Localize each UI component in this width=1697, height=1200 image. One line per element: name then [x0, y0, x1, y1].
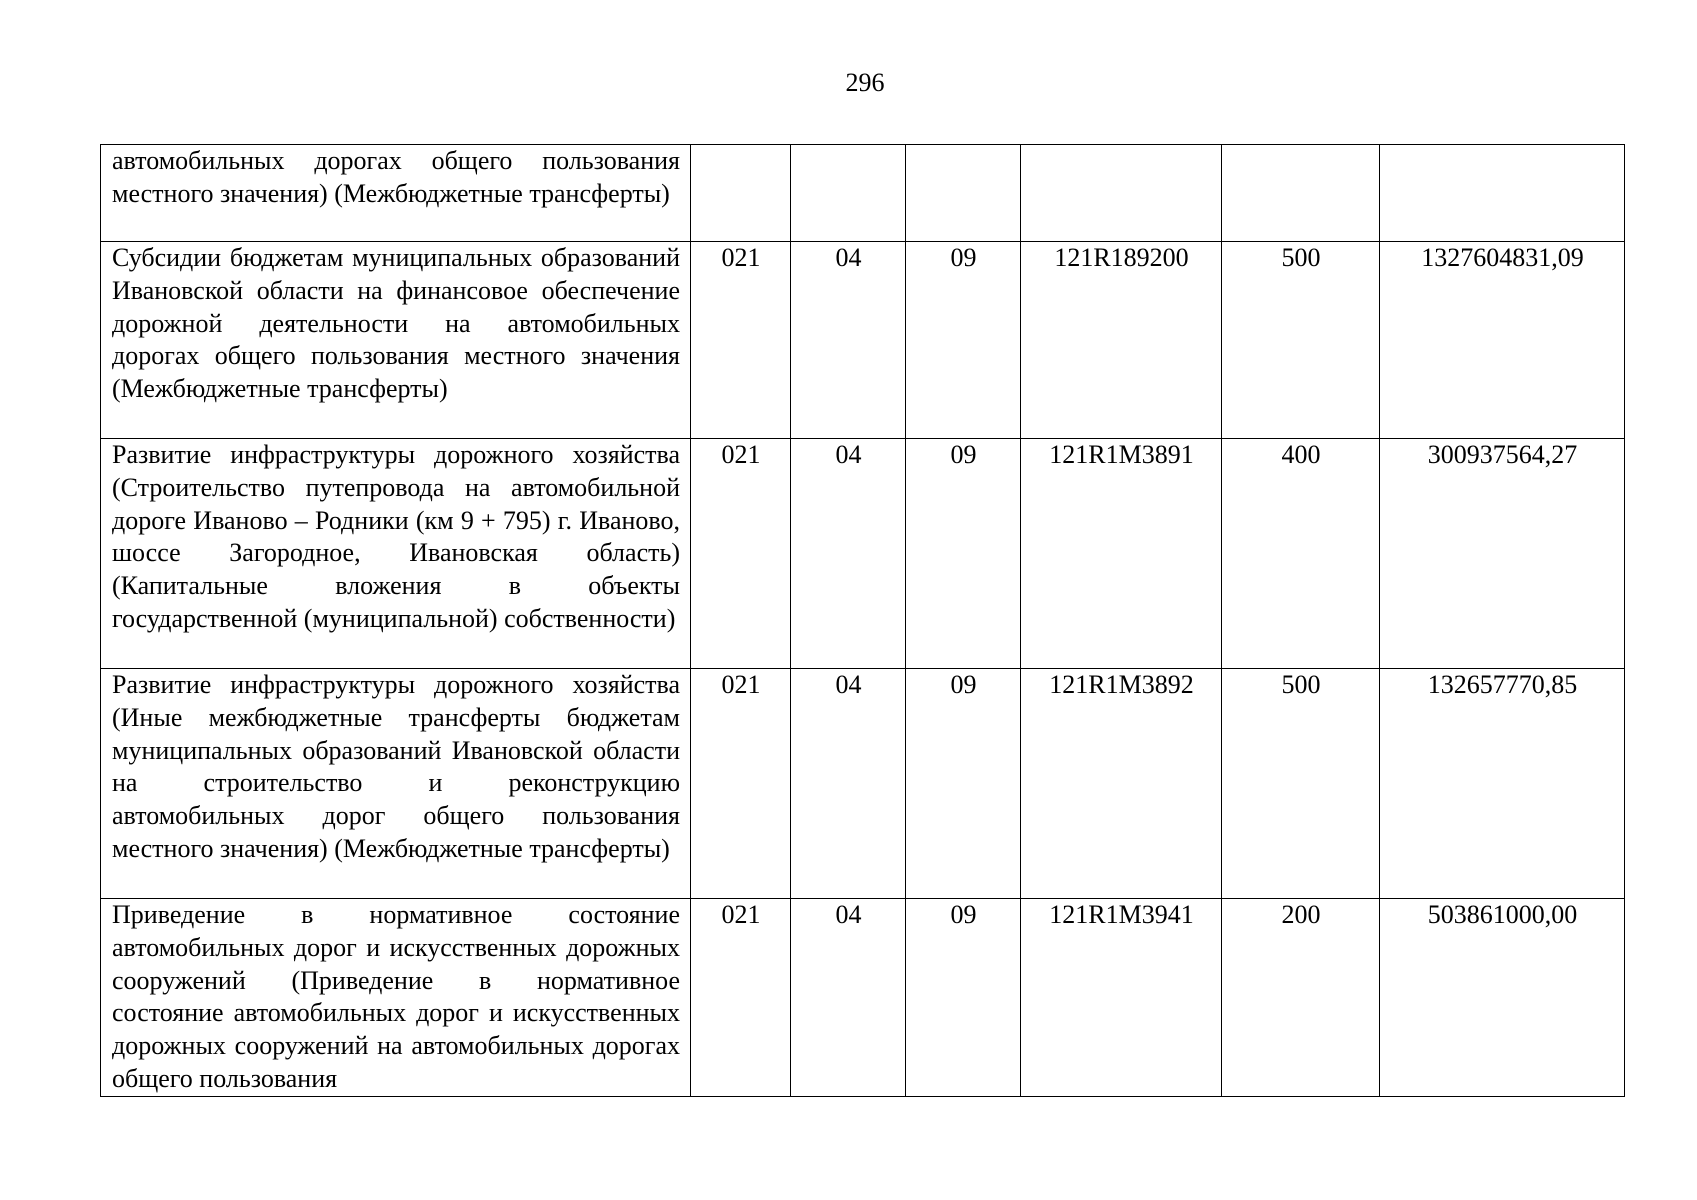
table-row — [101, 145, 1625, 242]
row-subsection: 09 — [906, 242, 1021, 439]
row-description: Субсидии бюджетам муниципальных образований Ивановской области на финансовое обеспечение дорожной деятельности на автомобильных дорогах общего пользования местного значения (Межбюджетные трансферты) — [101, 242, 691, 439]
table-row — [101, 899, 1625, 1097]
page-number: 296 — [845, 68, 885, 97]
row-amount — [1380, 145, 1625, 242]
row-section — [791, 145, 906, 242]
row-expense-type: 200 — [1222, 899, 1380, 1097]
row-expense-type — [1222, 145, 1380, 242]
row-description: Развитие инфраструктуры дорожного хозяйства (Иные межбюджетные трансферты бюджетам муниципальных образований Ивановской области на строительство и реконструкцию автомобильных дорог общего пользования местного значения) (Межбюджетные трансферты) — [101, 669, 691, 899]
row-gov-code: 021 — [691, 439, 791, 669]
row-section: 04 — [791, 669, 906, 899]
row-gov-code: 021 — [691, 242, 791, 439]
row-article: 121R1M3892 — [1021, 669, 1222, 899]
row-amount: 1327604831,09 — [1380, 242, 1625, 439]
row-article: 121R1M3941 — [1021, 899, 1222, 1097]
row-amount: 503861000,00 — [1380, 899, 1625, 1097]
row-description: Развитие инфраструктуры дорожного хозяйства (Строительство путепровода на автомобильной дороге Иваново – Родники (км 9 + 795) г. Иваново, шоссе Загородное, Ивановская область) (Капитальные вложения в объекты государственной (муниципальной) собственности) — [101, 439, 691, 669]
row-expense-type: 400 — [1222, 439, 1380, 669]
row-amount: 132657770,85 — [1380, 669, 1625, 899]
row-expense-type: 500 — [1222, 669, 1380, 899]
row-section: 04 — [791, 439, 906, 669]
row-gov-code: 021 — [691, 669, 791, 899]
row-section: 04 — [791, 899, 906, 1097]
row-section: 04 — [791, 242, 906, 439]
row-article: 121R1M3891 — [1021, 439, 1222, 669]
row-description: автомобильных дорогах общего пользования местного значения) (Межбюджетные трансферты) — [101, 145, 691, 242]
row-article: 121R189200 — [1021, 242, 1222, 439]
row-subsection — [906, 145, 1021, 242]
row-article — [1021, 145, 1222, 242]
table-row — [101, 242, 1625, 439]
row-subsection: 09 — [906, 669, 1021, 899]
row-gov-code — [691, 145, 791, 242]
row-subsection: 09 — [906, 899, 1021, 1097]
row-gov-code: 021 — [691, 899, 791, 1097]
budget-table — [100, 144, 1625, 1097]
row-subsection: 09 — [906, 439, 1021, 669]
table-row — [101, 669, 1625, 899]
row-description: Приведение в нормативное состояние автомобильных дорог и искусственных дорожных сооружений (Приведение в нормативное состояние автомобильных дорог и искусственных дорожных сооружений на автомобильных дорогах общего пользования — [101, 899, 691, 1097]
row-amount: 300937564,27 — [1380, 439, 1625, 669]
table-row — [101, 439, 1625, 669]
row-expense-type: 500 — [1222, 242, 1380, 439]
